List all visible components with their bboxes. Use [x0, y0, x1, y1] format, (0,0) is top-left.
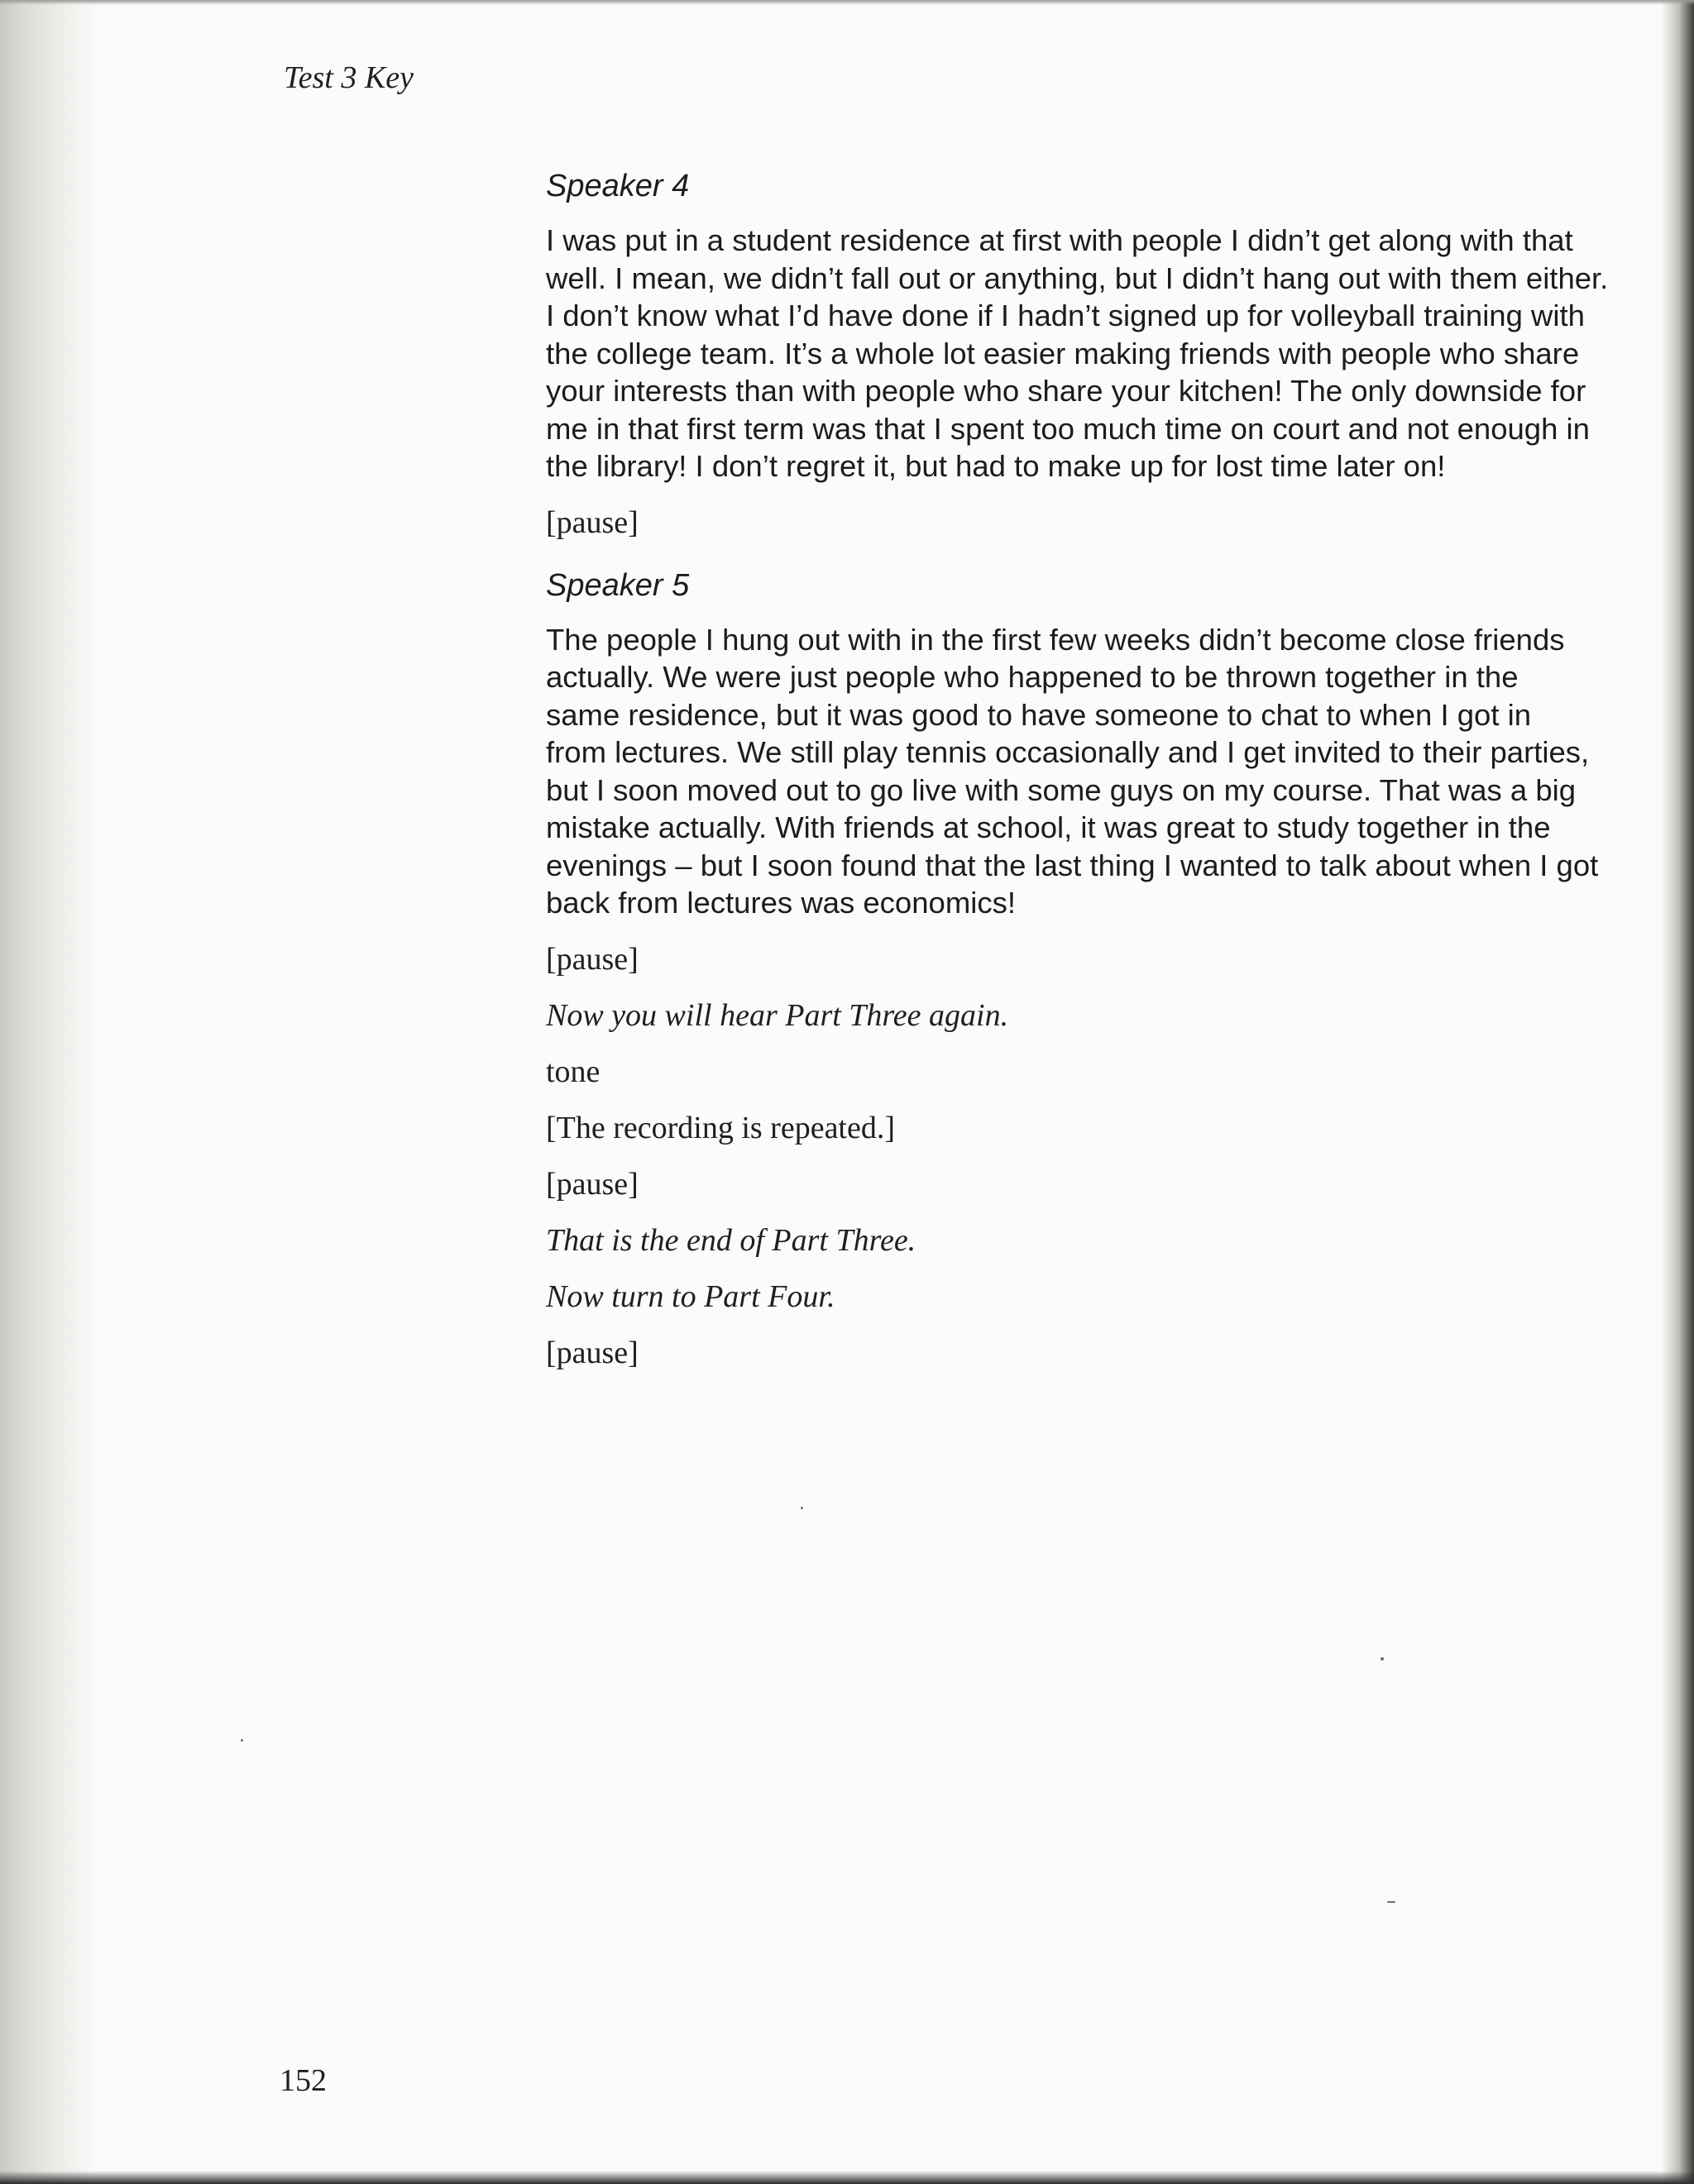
text-line: mistake actually. With friends at school, it was great to study together in the: [546, 810, 1551, 844]
text-line: same residence, but it was good to have someone to chat to when I got in: [546, 697, 1532, 732]
speaker-5-text: [546, 621, 1646, 922]
text-line: I don’t know what I’d have done if I hadn’t signed up for volleyball training with: [546, 299, 1585, 332]
text-line: actually. We were just people who happened to be thrown together in the: [546, 660, 1519, 694]
gutter-shadow: [0, 0, 99, 2184]
text-line: well. I mean, we didn’t fall out or anything, but I didn’t hang out with them either.: [546, 260, 1609, 295]
hear-again-instruction: Now you will hear Part Three again.: [546, 997, 1009, 1033]
turn-to-instruction: Now turn to Part Four.: [546, 1278, 835, 1314]
text-line: evenings – but I soon found that the last thing I wanted to talk about when I got: [546, 848, 1599, 882]
pause-direction: [pause]: [546, 1335, 639, 1370]
text-line: back from lectures was economics!: [546, 886, 1016, 920]
text-line: from lectures. We still play tennis occasionally and I get invited to their parties,: [546, 735, 1590, 769]
text-line: your interests than with people who share your kitchen! The only downside for: [546, 374, 1586, 408]
scan-speck: [801, 1507, 803, 1509]
speaker-4-text: [546, 222, 1646, 485]
recording-repeated-direction: [The recording is repeated.]: [546, 1110, 896, 1145]
page-number: 152: [280, 2063, 327, 2098]
text-line: I was put in a student residence at first with people I didn’t get along with that: [546, 223, 1573, 257]
transcript-body: [546, 165, 1646, 1374]
pause-direction: [pause]: [546, 1166, 639, 1202]
text-line: me in that first term was that I spent too much time on court and not enough in: [546, 411, 1590, 446]
scan-speck: [241, 1739, 243, 1742]
scan-speck: [1381, 1657, 1384, 1661]
speaker-4-heading: Speaker 4: [546, 169, 690, 203]
text-line: the college team. It’s a whole lot easier making friends with people who share: [546, 336, 1580, 370]
text-line: The people I hung out with in the first few weeks didn’t become close friends: [546, 622, 1565, 657]
page-curl-edge: [1661, 0, 1694, 2184]
bottom-edge-shadow: [0, 2171, 1694, 2184]
scan-speck: [1387, 1901, 1395, 1903]
running-head: Test 3 Key: [284, 60, 414, 95]
speaker-5-heading: Speaker 5: [546, 567, 690, 603]
end-part-instruction: That is the end of Part Three.: [546, 1222, 916, 1258]
pause-direction: [pause]: [546, 504, 639, 540]
top-edge-shadow: [0, 0, 1694, 5]
text-line: but I soon moved out to go live with some guys on my course. That was a big: [546, 772, 1577, 807]
text-line: the library! I don’t regret it, but had to make up for lost time later on!: [546, 449, 1446, 483]
pause-direction: [pause]: [546, 941, 639, 977]
tone-direction: tone: [546, 1054, 601, 1089]
